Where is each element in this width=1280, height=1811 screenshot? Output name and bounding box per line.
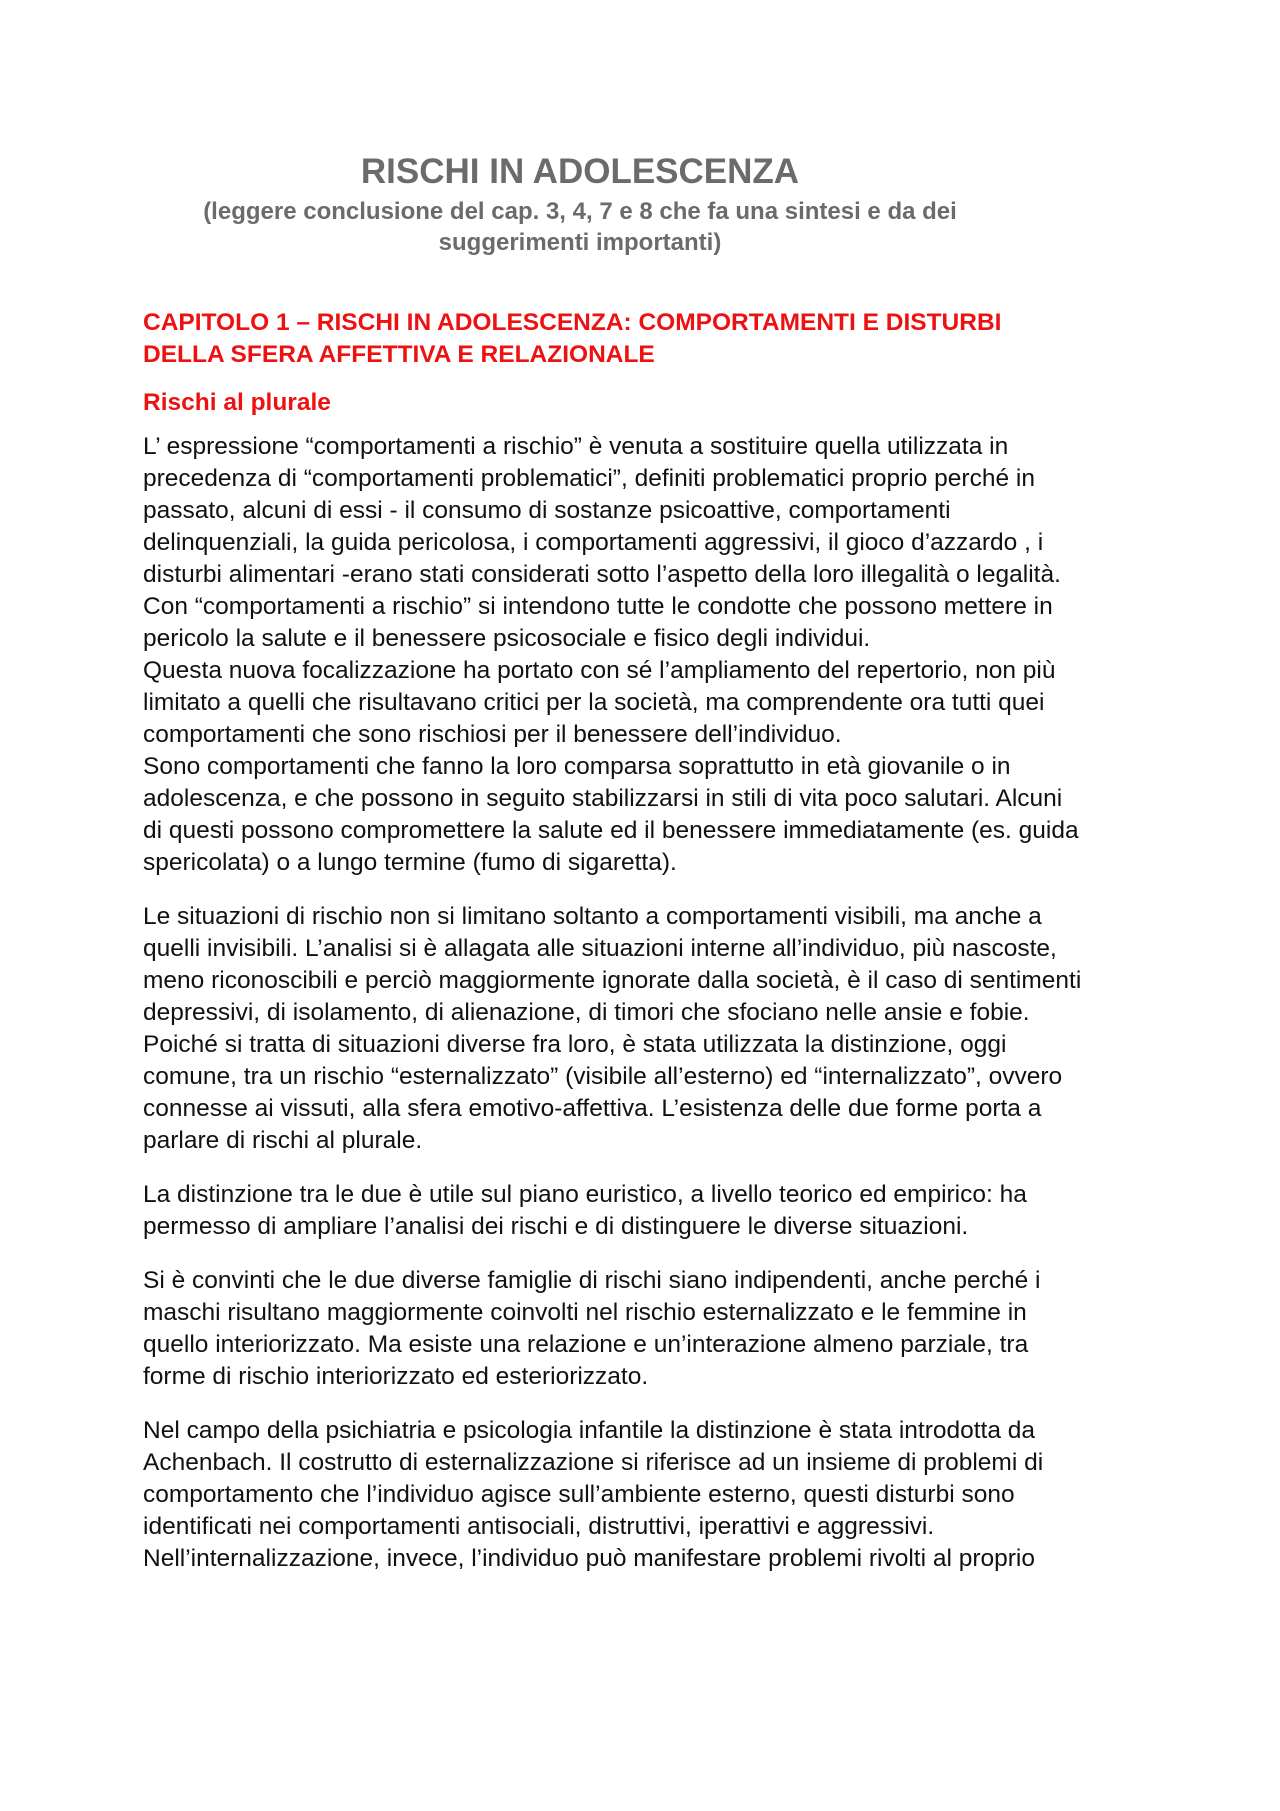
text-line: comportamento che l’individuo agisce sull’ambiente esterno, questi disturbi sono bbox=[143, 1481, 1015, 1508]
text-line: adolescenza, e che possono in seguito stabilizzarsi in stili di vita poco salutari. Alcuni bbox=[143, 785, 1063, 812]
text-line: limitato a quelli che risultavano critici per la società, ma comprendente ora tutti quei bbox=[143, 689, 1045, 716]
text-line: forme di rischio interiorizzato ed esteriorizzato. bbox=[143, 1363, 649, 1390]
text-line: L’ espressione “comportamenti a rischio” è venuta a sostituire quella utilizzata in bbox=[143, 433, 1009, 460]
paragraph bbox=[143, 901, 1143, 1157]
text-line: permesso di ampliare l’analisi dei rischi e di distinguere le diverse situazioni. bbox=[143, 1213, 969, 1240]
document-body bbox=[143, 307, 1143, 1597]
paragraph bbox=[143, 1415, 1143, 1575]
text-line: comportamenti che sono rischiosi per il benessere dell’individuo. bbox=[143, 721, 842, 748]
text-line: Poiché si tratta di situazioni diverse fra loro, è stata utilizzata la distinzione, oggi bbox=[143, 1031, 1007, 1058]
chapter-heading-line: CAPITOLO 1 – RISCHI IN ADOLESCENZA: COMPORTAMENTI E DISTURBI bbox=[143, 309, 1002, 336]
text-line: meno riconoscibili e perciò maggiormente ignorate dalla società, è il caso di sentimenti bbox=[143, 967, 1082, 994]
text-line: Questa nuova focalizzazione ha portato con sé l’ampliamento del repertorio, non più bbox=[143, 657, 1056, 684]
paragraph bbox=[143, 1265, 1143, 1393]
document-title: RISCHI IN ADOLESCENZA bbox=[360, 152, 800, 191]
text-line: Sono comportamenti che fanno la loro comparsa soprattutto in età giovanile o in bbox=[143, 753, 1011, 780]
text-line: Si è convinti che le due diverse famiglie di rischi siano indipendenti, anche perché i bbox=[143, 1267, 1041, 1294]
text-line: delinquenziali, la guida pericolosa, i comportamenti aggressivi, il gioco d’azzardo , i bbox=[143, 529, 1044, 556]
document-subtitle bbox=[160, 196, 1000, 258]
subtitle-line: suggerimenti importanti) bbox=[438, 229, 722, 256]
text-line: identificati nei comportamenti antisociali, distruttivi, iperattivi e aggressivi. bbox=[143, 1513, 935, 1540]
text-line: comune, tra un rischio “esternalizzato” (visibile all’esterno) ed “internalizzato”, ovvero bbox=[143, 1063, 1063, 1090]
paragraph bbox=[143, 431, 1143, 879]
text-line: passato, alcuni di essi - il consumo di sostanze psicoattive, comportamenti bbox=[143, 497, 951, 524]
text-line: connesse ai vissuti, alla sfera emotivo-affettiva. L’esistenza delle due forme porta a bbox=[143, 1095, 1042, 1122]
text-line: di questi possono compromettere la salute ed il benessere immediatamente (es. guida bbox=[143, 817, 1079, 844]
text-line: maschi risultano maggiormente coinvolti nel rischio esternalizzato e le femmine in bbox=[143, 1299, 1027, 1326]
text-line: quelli invisibili. L’analisi si è allagata alle situazioni interne all’individuo, più nascoste, bbox=[143, 935, 1057, 962]
text-line: quello interiorizzato. Ma esiste una relazione e un’interazione almeno parziale, tra bbox=[143, 1331, 1029, 1358]
section-heading: Rischi al plurale bbox=[143, 389, 331, 416]
text-line: parlare di rischi al plurale. bbox=[143, 1127, 423, 1154]
chapter-heading bbox=[143, 307, 1143, 371]
text-line: spericolata) o a lungo termine (fumo di sigaretta). bbox=[143, 849, 677, 876]
text-line: Con “comportamenti a rischio” si intendono tutte le condotte che possono mettere in bbox=[143, 593, 1053, 620]
text-line: depressivi, di isolamento, di alienazione, di timori che sfociano nelle ansie e fobie. bbox=[143, 999, 1030, 1026]
text-line: Nell’internalizzazione, invece, l’individuo può manifestare problemi rivolti al proprio bbox=[143, 1545, 1035, 1572]
text-line: Nel campo della psichiatria e psicologia infantile la distinzione è stata introdotta da bbox=[143, 1417, 1036, 1444]
text-line: Le situazioni di rischio non si limitano soltanto a comportamenti visibili, ma anche a bbox=[143, 903, 1042, 930]
subtitle-line: (leggere conclusione del cap. 3, 4, 7 e 8 che fa una sintesi e da dei bbox=[203, 198, 957, 225]
text-line: precedenza di “comportamenti problematici”, definiti problematici proprio perché in bbox=[143, 465, 1035, 492]
chapter-heading-line: DELLA SFERA AFFETTIVA E RELAZIONALE bbox=[143, 341, 655, 368]
text-line: La distinzione tra le due è utile sul piano euristico, a livello teorico ed empirico: ha bbox=[143, 1181, 1027, 1208]
paragraph bbox=[143, 1179, 1143, 1243]
text-line: pericolo la salute e il benessere psicosociale e fisico degli individui. bbox=[143, 625, 871, 652]
text-line: Achenbach. Il costrutto di esternalizzazione si riferisce ad un insieme di problemi di bbox=[143, 1449, 1044, 1476]
text-line: disturbi alimentari -erano stati considerati sotto l’aspetto della loro illegalità o legalità. bbox=[143, 561, 1061, 588]
